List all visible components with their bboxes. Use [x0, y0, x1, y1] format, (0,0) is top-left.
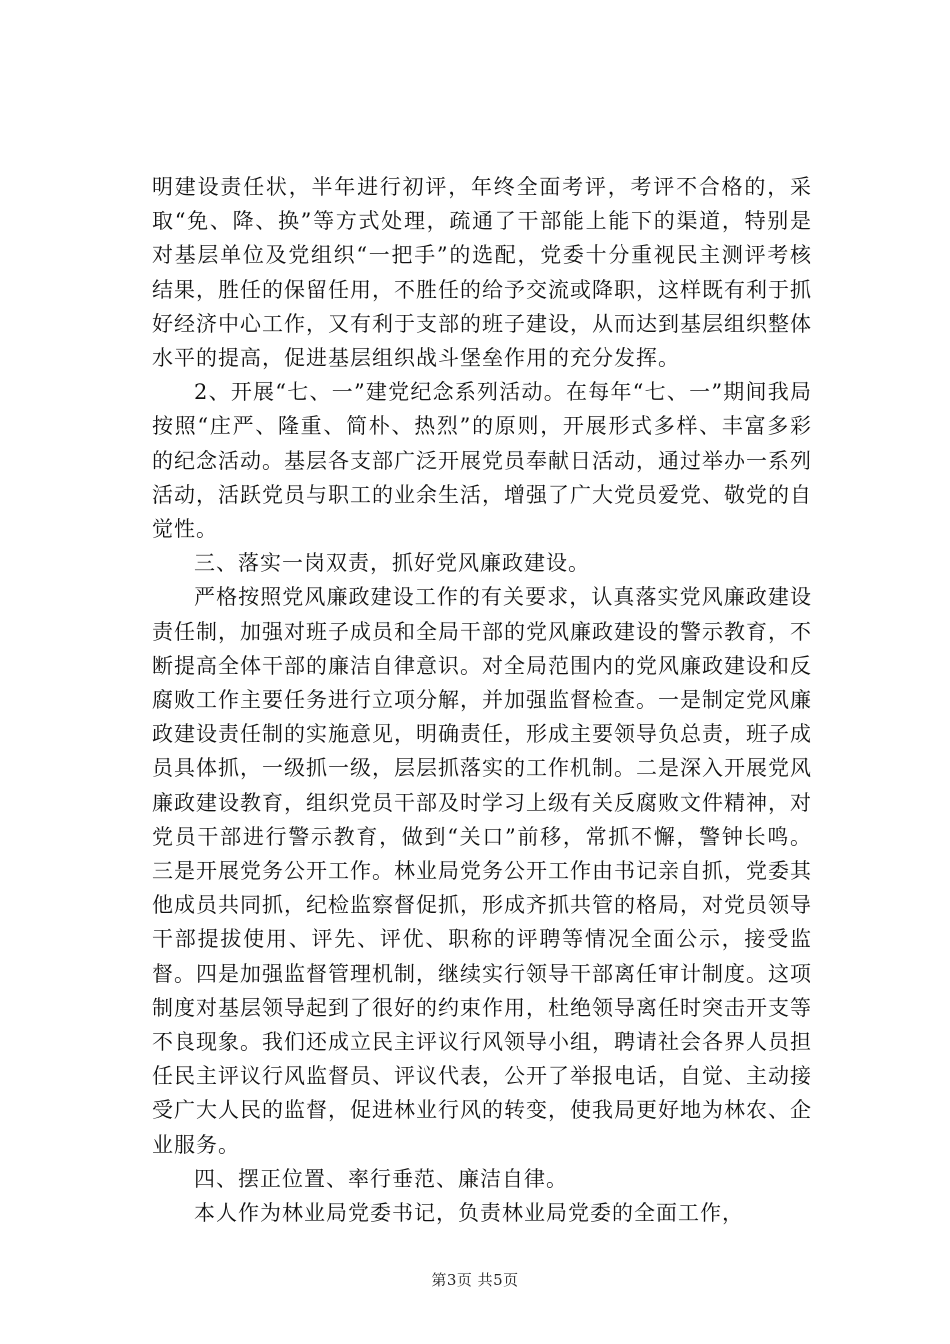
- page-footer: 第3页 共5页: [431, 1271, 519, 1289]
- paragraph-2: 2、开展“七、一”建党纪念系列活动。在每年“七、一”期间我局按照“庄严、隆重、简朴、热烈”的原则，开展形式多样、丰富多彩的纪念活动。基层各支部广泛开展党员奉献日活动，通过举办一系列活动，活跃党员与职工的业余生活，增强了广大党员爱党、敬党的自觉性。: [152, 380, 812, 542]
- section-heading-4: 四、摆正位置、率行垂范、廉洁自律。: [194, 1166, 568, 1191]
- document-body: [152, 170, 812, 1230]
- section-heading-3: 三、落实一岗双责，抓好党风廉政建设。: [194, 551, 590, 576]
- paragraph-1: 明建设责任状，半年进行初评，年终全面考评，考评不合格的，采取“免、降、换”等方式处理，疏通了干部能上能下的渠道，特别是对基层单位及党组织“一把手”的选配，党委十分重视民主测评考核结果，胜任的保留任用，不胜任的给予交流或降职，这样既有利于抓好经济中心工作，又有利于支部的班子建设，从而达到基层组织整体水平的提高，促进基层组织战斗堡垒作用的充分发挥。: [152, 175, 812, 371]
- paragraph-4: 严格按照党风廉政建设工作的有关要求，认真落实党风廉政建设责任制，加强对班子成员和全局干部的党风廉政建设的警示教育，不断提高全体干部的廉洁自律意识。对全局范围内的党风廉政建设和反腐败工作主要任务进行立项分解，并加强监督检查。一是制定党风廉政建设责任制的实施意见，明确责任，形成主要领导负总责，班子成员具体抓，一级抓一级，层层抓落实的工作机制。二是深入开展党风廉政建设教育，组织党员干部及时学习上级有关反腐败文件精神，对党员干部进行警示教育，做到“关口”前移，常抓不懈，警钟长鸣。三是开展党务公开工作。林业局党务公开工作由书记亲自抓，党委其他成员共同抓，纪检监察督促抓，形成齐抓共管的格局，对党员领导干部提拔使用、评先、评优、职称的评聘等情况全面公示，接受监督。四是加强监督管理机制，继续实行领导干部离任审计制度。这项制度对基层领导起到了很好的约束作用，杜绝领导离任时突击开支等不良现象。我们还成立民主评议行风领导小组，聘请社会各界人员担任民主评议行风监督员、评议代表，公开了举报电话，自觉、主动接受广大人民的监督，促进林业行风的转变，使我局更好地为林农、企业服务。: [152, 585, 812, 1157]
- paragraph-6: 本人作为林业局党委书记，负责林业局党委的全面工作，: [194, 1201, 744, 1226]
